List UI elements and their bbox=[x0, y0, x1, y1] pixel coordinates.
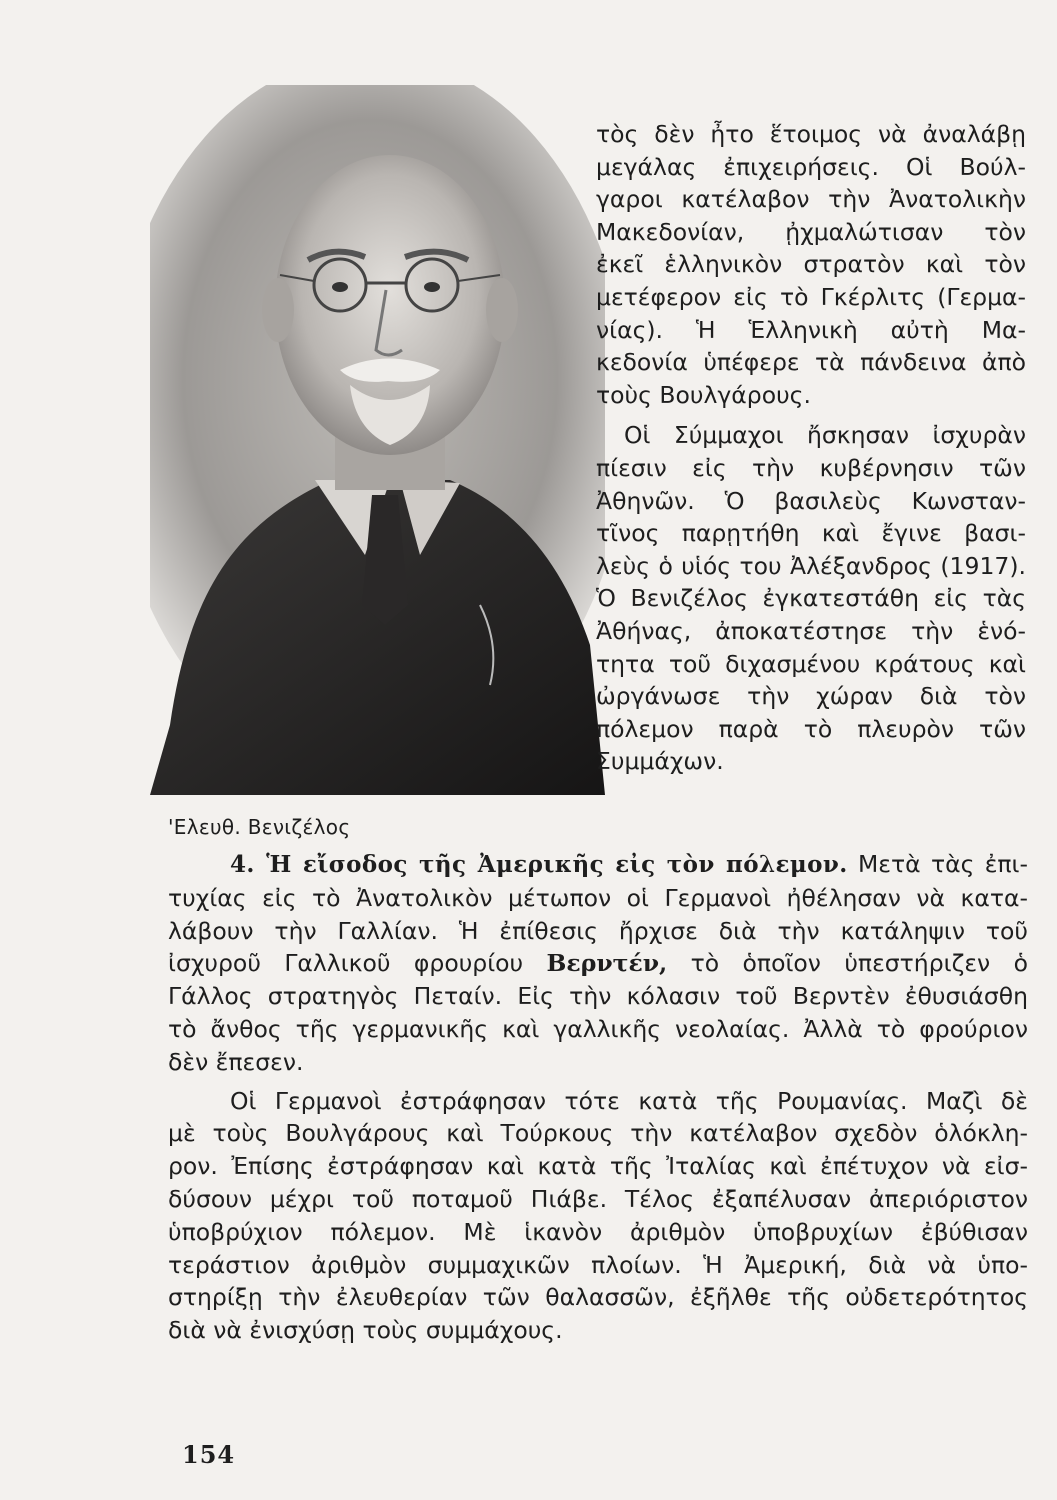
text-line: Ἀθήνας, ἀποκατέστησε τὴν ἑνό- bbox=[596, 616, 1026, 645]
text-line: νίας). Ἡ Ἑλληνικὴ αὐτὴ Μα- bbox=[596, 315, 1026, 344]
text-line: πίεσιν εἰς τὴν κυβέρνησιν τῶν bbox=[596, 453, 1026, 482]
text-line: Ὁ Βενιζέλος ἐγκατεστάθη εἰς τὰς bbox=[596, 584, 1026, 613]
text-line: ρον. Ἐπίσης ἐστράφησαν καὶ κατὰ τῆς Ἰταλίας καὶ ἐπέτυχον νὰ εἰσ- bbox=[168, 1152, 1028, 1181]
text-line: στηρίξῃ τὴν ἐλευθερίαν τῶν θαλασσῶν, ἐξῆλθε τῆς οὐδετερότητος bbox=[168, 1283, 1028, 1312]
text-line: τοὺς Βουλγάρους. bbox=[596, 380, 811, 409]
text-line bbox=[168, 947, 1028, 980]
text-line: μὲ τοὺς Βουλγάρους καὶ Τούρκους τὴν κατέλαβον σχεδὸν ὁλόκλη- bbox=[168, 1119, 1028, 1148]
text-line: Οἱ Γερμανοὶ ἐστράφησαν τότε κατὰ τῆς Ρουμανίας. Μαζὶ δὲ bbox=[230, 1086, 1028, 1115]
paragraph bbox=[596, 419, 1026, 778]
text-line: τυχίας εἰς τὸ Ἀνατολικὸν μέτωπον οἱ Γερμανοὶ ἠθέλησαν νὰ κατα- bbox=[168, 883, 1028, 912]
text-line: δύσουν μέχρι τοῦ ποταμοῦ Πιάβε. Τέλος ἐξαπέλυσαν ἀπεριόριστον bbox=[168, 1184, 1028, 1213]
text-line: Οἱ Σύμμαχοι ἤσκησαν ἰσχυρὰν bbox=[624, 421, 1026, 450]
text-line: ὑποβρύχιον πόλεμον. Μὲ ἱκανὸν ἀριθμὸν ὑποβρυχίων ἐβύθισαν bbox=[168, 1217, 1028, 1246]
portrait-photo bbox=[150, 85, 605, 795]
text-line: δὲν ἔπεσεν. bbox=[168, 1047, 304, 1076]
fortress-name: Βερντέν, bbox=[546, 949, 668, 978]
text-line: κεδονία ὑπέφερε τὰ πάνδεινα ἀπὸ bbox=[596, 348, 1026, 377]
page-number: 154 bbox=[182, 1440, 236, 1469]
text-line: γαροι κατέλαβον τὴν Ἀνατολικὴν bbox=[596, 185, 1026, 214]
text-line: τῖνος παρῃτήθη καὶ ἔγινε βασι- bbox=[596, 519, 1026, 548]
text-line: Γάλλος στρατηγὸς Πεταίν. Εἰς τὴν κόλασιν τοῦ Βερντὲν ἐθυσιάσθη bbox=[168, 982, 1028, 1011]
section-heading: 4. Ἡ εἴσοδος τῆς Ἀμερικῆς εἰς τὸν πόλεμον. bbox=[230, 851, 848, 878]
text-line: Ἀθηνῶν. Ὁ βασιλεὺς Κωνσταν- bbox=[596, 486, 1026, 515]
right-column-text bbox=[596, 118, 1026, 778]
portrait-caption: 'Ελευθ. Βενιζέλος bbox=[168, 815, 351, 839]
text-line: τητα τοῦ διχασμένου κράτους καὶ bbox=[596, 649, 1026, 678]
text-line: Συμμάχων. bbox=[596, 747, 724, 776]
text-run: ἰσχυροῦ Γαλλικοῦ φρουρίου bbox=[168, 949, 524, 978]
paragraph bbox=[596, 118, 1026, 411]
text-line: λάβουν τὴν Γαλλίαν. Ἡ ἐπίθεσις ἤρχισε διὰ τὴν κατάληψιν τοῦ bbox=[168, 916, 1028, 945]
text-line: μετέφερον εἰς τὸ Γκέρλιτς (Γερμα- bbox=[596, 282, 1026, 311]
text-line: ὠργάνωσε τὴν χώραν διὰ τὸν bbox=[596, 682, 1026, 711]
text-line: Μακεδονίαν, ᾐχμαλώτισαν τὸν bbox=[596, 217, 1026, 246]
text-run: τὸ ὁποῖον ὑπεστήριζεν ὁ bbox=[690, 949, 1028, 978]
text-line: διὰ νὰ ἐνισχύσῃ τοὺς συμμάχους. bbox=[168, 1316, 563, 1345]
text-line: ἐκεῖ ἑλληνικὸν στρατὸν καὶ τὸν bbox=[596, 250, 1026, 279]
section-american-entry bbox=[168, 848, 1028, 1347]
text-line: πόλεμον παρὰ τὸ πλευρὸν τῶν bbox=[596, 714, 1026, 743]
section-heading-line bbox=[168, 848, 1028, 882]
text-line: τεράστιον ἀριθμὸν συμμαχικῶν πλοίων. Ἡ Ἀμερική, διὰ νὰ ὑπο- bbox=[168, 1250, 1028, 1279]
text-line: λεὺς ὁ υἱός του Ἀλέξανδρος (1917). bbox=[596, 551, 1026, 580]
text-line: μεγάλας ἐπιχειρήσεις. Οἱ Βούλ- bbox=[596, 152, 1026, 181]
text-line: τὸ ἄνθος τῆς γερμανικῆς καὶ γαλλικῆς νεολαίας. Ἀλλὰ τὸ φρούριον bbox=[168, 1014, 1028, 1043]
text-line: τὸς δὲν ἦτο ἕτοιμος νὰ ἀναλάβῃ bbox=[596, 120, 1026, 148]
text-run: Μετὰ τὰς ἐπι- bbox=[858, 850, 1028, 878]
